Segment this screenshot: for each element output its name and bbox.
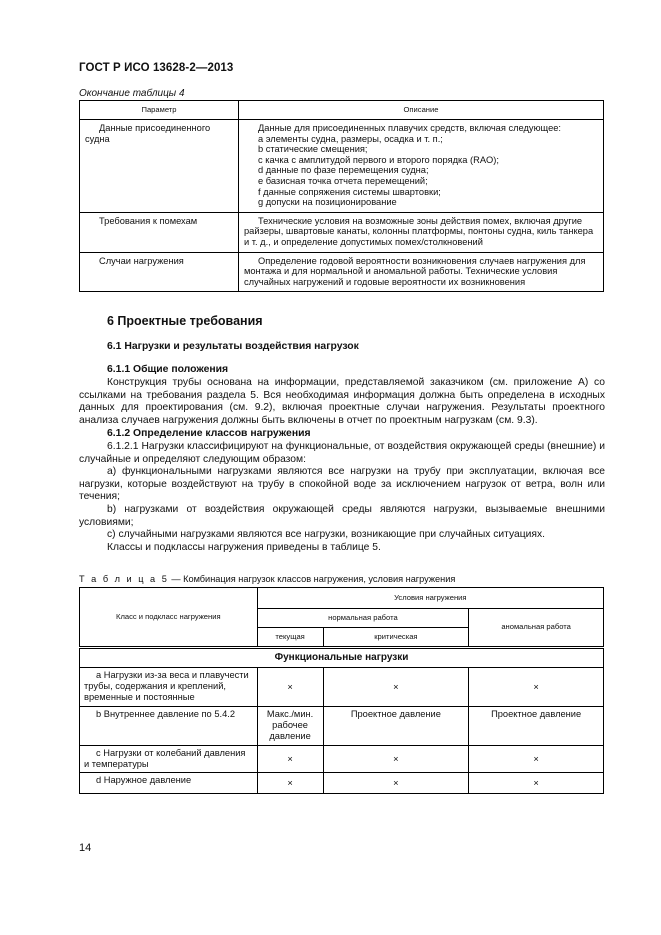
table5-section-row (80, 648, 604, 668)
table5-caption-prefix: Т а б л и ц а 5 (79, 574, 169, 584)
table4-col-param: Параметр (80, 101, 239, 120)
list-item: g допуски на позиционирование (258, 197, 397, 208)
table5-cell-current: × (257, 773, 323, 794)
table4-desc-text: Данные для присоединенных плавучих средств, включая следующее: (258, 123, 562, 133)
table5-cell-abnormal: × (469, 668, 604, 707)
table5-caption (79, 574, 455, 584)
list-item: a элементы судна, размеры, осадка и т. п.; (258, 133, 443, 144)
clause-number: 6.1.2.1 (107, 441, 139, 452)
paragraph-item-b: b) нагрузками от воздействия окружающей среды являются нагрузки, вызываемые внешними условиями; (79, 503, 605, 528)
table4-param-cell: Случаи нагружения (80, 252, 239, 292)
table-row (80, 212, 604, 252)
clause-text: Нагрузки классифицируют на функциональные, от воздействия окружающей среды (внешние) и случайные и определяют следующим образом: (79, 441, 605, 465)
table5-col-abnormal: аномальная работа (469, 609, 604, 648)
table5-cell-abnormal: Проектное давление (469, 707, 604, 746)
table-row (80, 252, 604, 292)
section-6-1-title: 6.1 Нагрузки и результаты воздействия нагрузок (107, 341, 359, 352)
list-item: c качка с амплитудой первого и второго порядка (RAO); (258, 154, 499, 165)
table5-cell-critical: × (323, 668, 469, 707)
table4-header-row (80, 101, 604, 120)
list-item: f данные сопряжения системы швартовки; (258, 186, 441, 197)
section-6-1-2-body (79, 441, 605, 554)
table5-cell-abnormal: × (469, 746, 604, 773)
table-row (80, 120, 604, 213)
table4-col-desc: Описание (239, 101, 604, 120)
table4-param-cell: Данные присоединенного судна (80, 120, 239, 213)
table-row (80, 773, 604, 794)
table5-col-class: Класс и подкласс нагружения (80, 588, 258, 648)
list-item: b статические смещения; (258, 144, 368, 155)
section-6-1-1-body (79, 377, 605, 427)
table5-row-label: d Наружное давление (80, 773, 258, 794)
table5-section-functional: Функциональные нагрузки (80, 648, 604, 668)
table5-col-current: текущая (257, 628, 323, 648)
document-header: ГОСТ Р ИСО 13628-2—2013 (79, 62, 234, 74)
table5-cell-critical: Проектное давление (323, 707, 469, 746)
paragraph-item-c: c) случайными нагрузками являются все нагрузки, возникающие при случайных ситуациях. (107, 529, 545, 541)
list-item: e базисная точка отчета перемещений; (258, 175, 428, 186)
table5-cell-current: × (257, 746, 323, 773)
section-6-title: 6 Проектные требования (107, 314, 263, 328)
table5-cell-current: × (257, 668, 323, 707)
table5-cell-critical: × (323, 773, 469, 794)
table4-desc-cell: Технические условия на возможные зоны действия помех, включая другие райзеры, швартовые канаты, колонны платформы, понтоны судна, киль танкера и т. д., и определение допустимых помех/столкновений (239, 212, 604, 252)
table-5 (79, 587, 604, 794)
table4-desc-cell (239, 120, 604, 213)
table4-continuation-label: Окончание таблицы 4 (79, 88, 185, 99)
table5-col-critical: критическая (323, 628, 469, 648)
paragraph-classes-note: Классы и подклассы нагружения приведены в таблице 5. (107, 541, 381, 553)
table5-row-label: a Нагрузки из-за веса и плавучести трубы, содержания и креплений, временные и постоянные (80, 668, 258, 707)
table4-desc-list (244, 134, 598, 208)
table-row (80, 746, 604, 773)
list-item: d данные по фазе перемещения судна; (258, 165, 429, 176)
table4-param-cell: Требования к помехам (80, 212, 239, 252)
section-6-1-1-title: 6.1.1 Общие положения (107, 364, 229, 375)
paragraph-6-1-2-1 (79, 441, 605, 466)
table5-cell-current: Макс./мин. рабочее давление (257, 707, 323, 746)
paragraph-item-a: а) функциональными нагрузками являются все нагрузки на трубу при эксплуатации, включая все нагрузки, которые воздействуют на трубу в спокойной воде за исключением нагрузок от ветра, волн или течения; (79, 466, 605, 503)
table5-col-conditions: Условия нагружения (257, 588, 603, 609)
table5-cell-critical: × (323, 746, 469, 773)
table5-row-label: b Внутреннее давление по 5.4.2 (80, 707, 258, 746)
table-row (80, 707, 604, 746)
table4-desc-cell: Определение годовой вероятности возникновения случаев нагружения для монтажа и для нормальной и аномальной работы. Технические условия случайных нагружений и годовые вероятности их возникновения (239, 252, 604, 292)
section-6-1-2-title: 6.1.2 Определение классов нагружения (107, 428, 311, 439)
page-number: 14 (79, 842, 92, 854)
table5-header-row (80, 588, 604, 609)
table5-row-label: c Нагрузки от колебаний давления и температуры (80, 746, 258, 773)
table-row (80, 668, 604, 707)
table5-caption-text: — Комбинация нагрузок классов нагружения, условия нагружения (168, 574, 456, 584)
table5-cell-abnormal: × (469, 773, 604, 794)
table5-col-normal: нормальная работа (257, 609, 469, 628)
paragraph-general-provisions: Конструкция трубы основана на информации, представляемой заказчиком (см. приложение А) со ссылками на требования раздела 5. Вся необходимая информация должна быть определена в исходных данных для проектирования (см. 9.2), включая проектные случаи нагружения. Результаты проектного анализа случаев нагружения должны быть включены в отчет по проектным нагрузкам (см. 9.3). (79, 377, 605, 426)
table-4 (79, 100, 604, 292)
